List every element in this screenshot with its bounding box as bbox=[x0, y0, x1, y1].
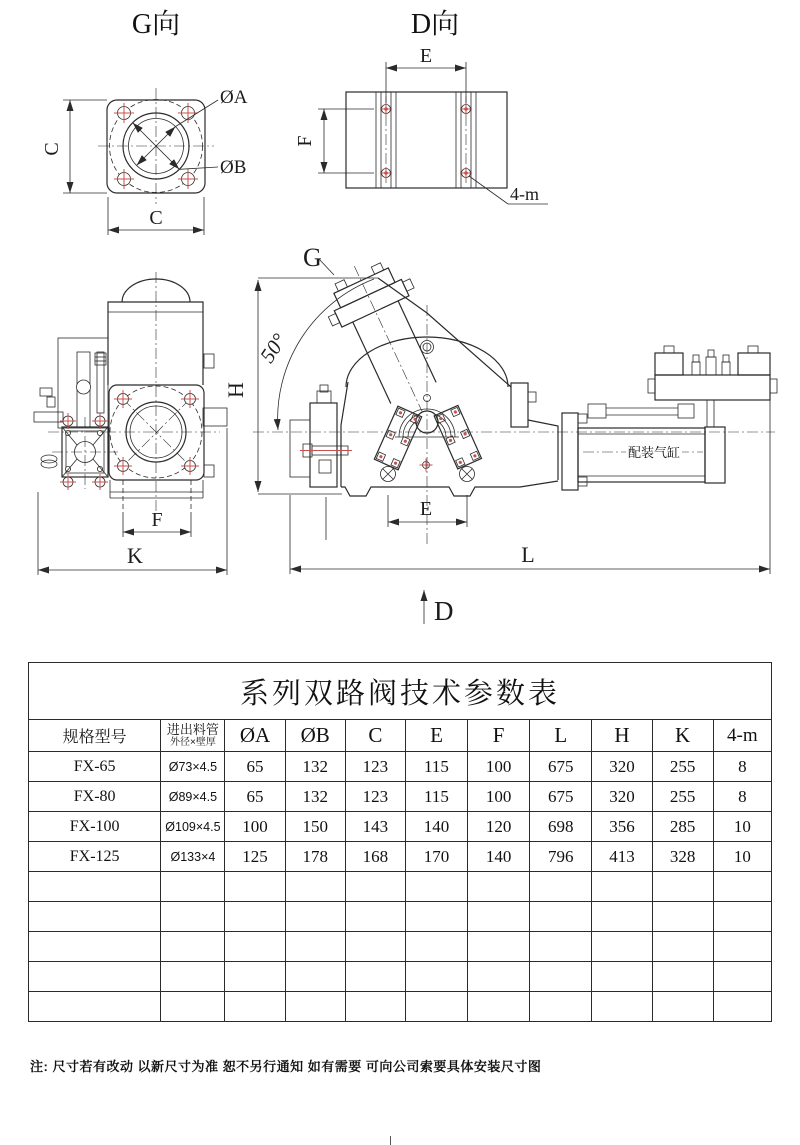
header-dim: H bbox=[592, 720, 652, 752]
k-dim: K bbox=[127, 543, 143, 568]
table-empty-row bbox=[29, 992, 772, 1022]
e-dim-bottom: E bbox=[419, 498, 433, 520]
c-dim-left: C bbox=[41, 142, 63, 156]
table-row: FX-100 Ø109×4.5 100 150 143 140 120 698 356 285 10 bbox=[29, 812, 772, 842]
d-arrow-label: D bbox=[434, 596, 454, 626]
table-empty-row bbox=[29, 902, 772, 932]
table-empty-row bbox=[29, 932, 772, 962]
footnote: 注: 尺寸若有改动 以新尺寸为准 恕不另行通知 如有需要 可向公司索要具体安装尺寸图 bbox=[30, 1059, 542, 1074]
d-direction-view bbox=[294, 8, 548, 204]
front-view bbox=[34, 272, 227, 575]
g-direction-view bbox=[41, 8, 248, 235]
table-header-row bbox=[29, 720, 772, 752]
parameter-table bbox=[28, 662, 772, 1022]
side-view bbox=[223, 243, 777, 626]
table-row: FX-125 Ø133×4 125 178 168 170 140 796 413 328 10 bbox=[29, 842, 772, 872]
table-row: FX-80 Ø89×4.5 65 132 123 115 100 675 320 255 8 bbox=[29, 782, 772, 812]
angle-label: 50° bbox=[255, 329, 292, 367]
g-view-title: G向 bbox=[131, 9, 181, 40]
f-dim-left: F bbox=[294, 135, 316, 147]
l-dim: L bbox=[521, 542, 535, 567]
base-bolt-left bbox=[381, 467, 396, 482]
g-arrow-label: G bbox=[303, 243, 322, 272]
c-dim-bottom: C bbox=[149, 207, 163, 229]
header-dim: C bbox=[345, 720, 405, 752]
header-dim: ØB bbox=[285, 720, 345, 752]
v-plate-left bbox=[374, 406, 421, 470]
table-empty-row bbox=[29, 872, 772, 902]
base-bolt-right bbox=[460, 467, 475, 482]
header-model: 规格型号 bbox=[29, 720, 161, 752]
table-title-row bbox=[29, 663, 772, 720]
header-dim: K bbox=[652, 720, 713, 752]
table-title: 系列双路阀技术参数表 bbox=[29, 663, 772, 720]
cylinder-label: 配装气缸 bbox=[627, 445, 681, 460]
h-dim: H bbox=[223, 382, 248, 398]
table-row: FX-65 Ø73×4.5 65 132 123 115 100 675 320 255 8 bbox=[29, 752, 772, 782]
header-dim: E bbox=[405, 720, 467, 752]
bolt-count-label: 4-m bbox=[510, 184, 539, 204]
table-empty-row bbox=[29, 962, 772, 992]
d-view-title: D向 bbox=[410, 9, 460, 40]
header-dim: 4-m bbox=[713, 720, 771, 752]
mount-hole-marker bbox=[380, 103, 472, 179]
header-dim: L bbox=[530, 720, 592, 752]
header-pipe: 进出料管 外径×壁厚 bbox=[161, 720, 225, 752]
solenoid-manifold bbox=[648, 346, 777, 400]
header-dim: ØA bbox=[225, 720, 285, 752]
header-dim: F bbox=[468, 720, 530, 752]
e-dim-top: E bbox=[419, 45, 433, 67]
page-tick bbox=[390, 1136, 391, 1145]
f-dim-front: F bbox=[151, 509, 163, 531]
dia-a-label: ØA bbox=[220, 87, 248, 108]
dia-b-label: ØB bbox=[220, 157, 247, 178]
